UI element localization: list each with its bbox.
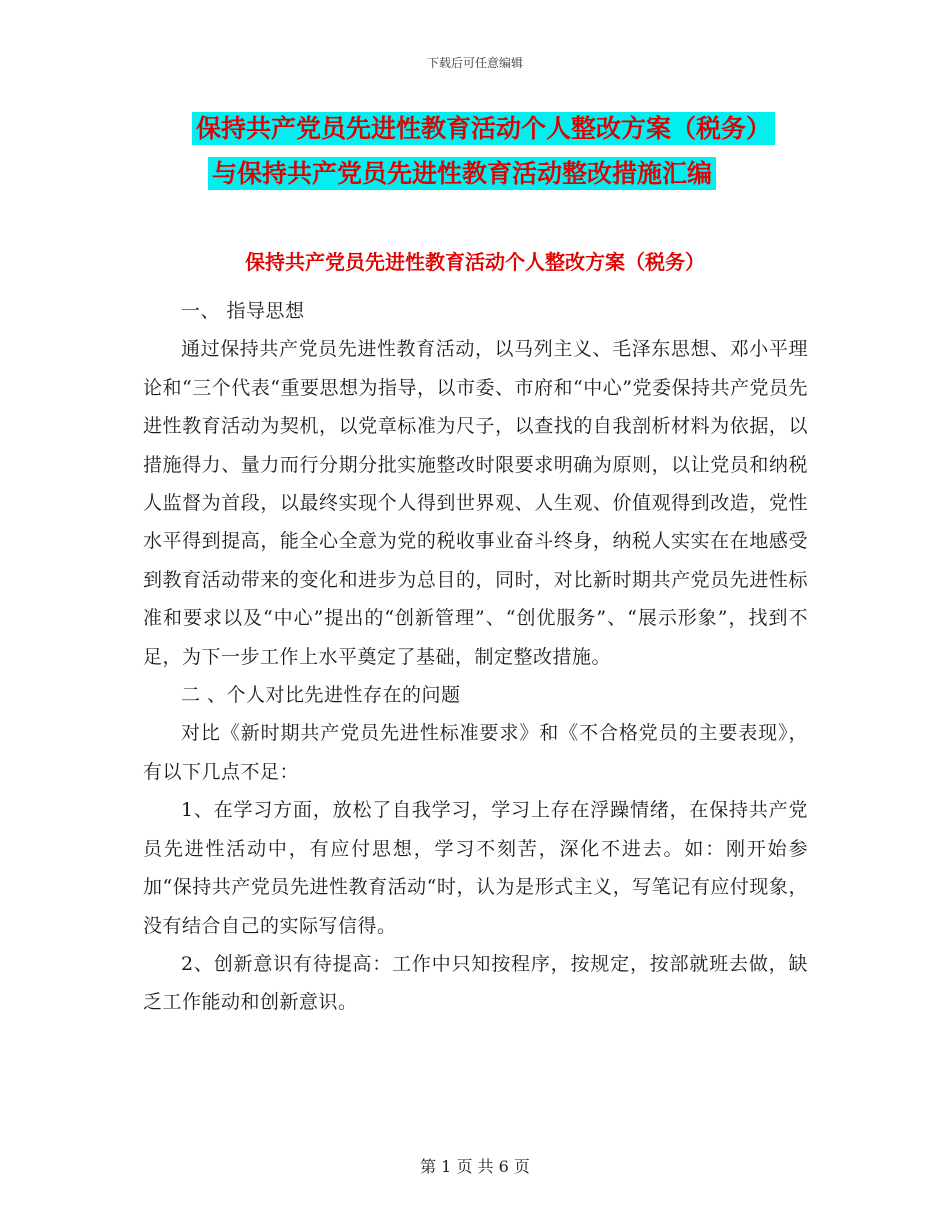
document-body [143, 292, 808, 1022]
document-title-line-2: 与保持共产党员先进性教育活动整改措施汇编 [208, 157, 716, 190]
page-number: 第 1 页 共 6 页 [420, 1157, 530, 1176]
body-paragraph: 通过保持共产党员先进性教育活动，以马列主义、毛泽东思想、邓小平理论和“三个代表“重要思想为指导，以市委、市府和“中心”党委保持共产党员先进性教育活动为契机，以党章标准为尺子，以查找的自我剖析材料为依据，以措施得力、量力而行分期分批实施整改时限要求明确为原则，以让党员和纳税人监督为首段，以最终实现个人得到世界观、人生观、价值观得到改造，党性水平得到提高，能全心全意为党的税收事业奋斗终身，纳税人实实在在地感受到教育活动带来的变化和进步为总目的，同时，对比新时期共产党员先进性标准和要求以及“中心”提出的“创新管理”、“创优服务”、“展示形象”，找到不足，为下一步工作上水平奠定了基础，制定整改措施。 [143, 338, 808, 668]
header-note: 下载后可任意编辑 [426, 56, 523, 70]
heading-guiding-ideology: 一、 指导思想 [181, 300, 305, 322]
document-title-line-1: 保持共产党员先进性教育活动个人整改方案（税务） [192, 112, 775, 145]
body-paragraph: 1、在学习方面，放松了自我学习，学习上存在浮躁情绪，在保持共产党员先进性活动中，有应付思想，学习不刻苦，深化不进去。如：刚开始参加“保持共产党员先进性教育活动“时，认为是形式主义，写笔记有应付现象，没有结合自己的实际写信得。 [143, 799, 808, 937]
body-paragraph: 对比《新时期共产党员先进性标准要求》和《不合格党员的主要表现》，有以下几点不足： [143, 722, 808, 783]
heading-existing-problems: 二 、个人对比先进性存在的问题 [181, 684, 461, 707]
body-paragraph: 2、创新意识有待提高：工作中只知按程序，按规定，按部就班去做，缺乏工作能动和创新意识。 [143, 952, 808, 1014]
section-title: 保持共产党员先进性教育活动个人整改方案（税务） [245, 250, 705, 274]
